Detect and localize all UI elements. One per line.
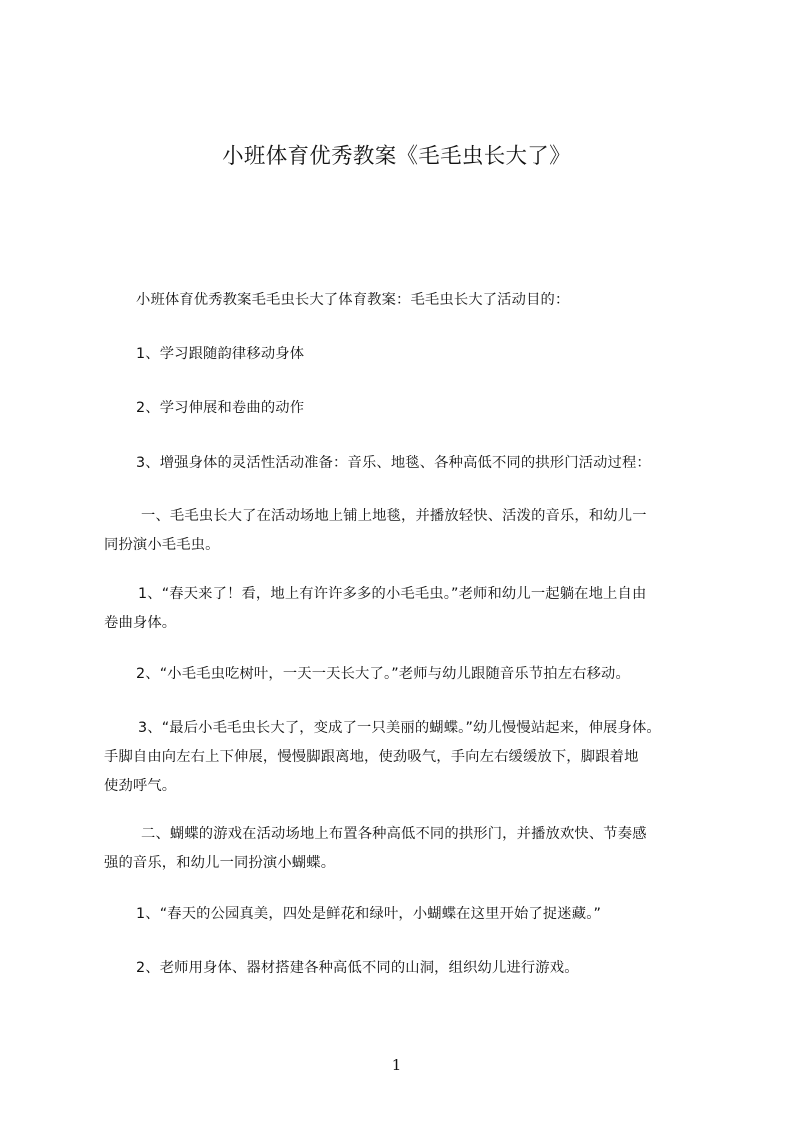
paragraph-goal-2 [104, 394, 724, 423]
paragraph-intro [104, 286, 724, 315]
page-number: 1 [391, 1056, 402, 1074]
paragraph-line: 使劲呼气。 [104, 778, 177, 794]
paragraph-game-step-1 [104, 900, 724, 929]
paragraph-goal-3 [104, 449, 724, 478]
paragraph-line: 3、“最后小毛毛虫长大了，变成了一只美丽的蝴蝶。”幼儿慢慢站起来，伸展身体。 [138, 720, 661, 736]
paragraph-step-1 [104, 580, 724, 638]
paragraph-line: 2、老师用身体、器材搭建各种高低不同的山洞，组织幼儿进行游戏。 [136, 960, 579, 976]
paragraph-line: 3、增强身体的灵活性活动准备：音乐、地毯、各种高低不同的拱形门活动过程： [136, 455, 651, 471]
paragraph-game-step-2 [104, 954, 724, 983]
paragraph-line: 卷曲身体。 [104, 615, 177, 631]
paragraph-line: 手脚自由向左右上下伸展，慢慢脚跟离地，使劲吸气，手向左右缓缓放下，脚跟着地 [104, 749, 639, 765]
paragraph-line: 二、蝴蝶的游戏在活动场地上布置各种高低不同的拱形门，并播放欢快、节奏感 [141, 826, 647, 842]
paragraph-line: 1、“春天的公园真美，四处是鲜花和绿叶，小蝴蝶在这里开始了捉迷藏。” [136, 906, 602, 922]
paragraph-section-two [104, 820, 724, 878]
paragraph-step-2 [104, 660, 724, 689]
paragraph-line: 1、“春天来了！看，地上有许许多多的小毛毛虫。”老师和幼儿一起躺在地上自由 [138, 586, 647, 602]
paragraph-step-3 [104, 714, 724, 801]
paragraph-line: 一、毛毛虫长大了在活动场地上铺上地毯，并播放轻快、活泼的音乐，和幼儿一 [141, 508, 647, 524]
paragraph-goal-1 [104, 340, 724, 369]
paragraph-line: 2、学习伸展和卷曲的动作 [136, 400, 305, 416]
paragraph-line: 小班体育优秀教案毛毛虫长大了体育教案：毛毛虫长大了活动目的： [136, 292, 570, 308]
paragraph-line: 强的音乐，和幼儿一同扮演小蝴蝶。 [104, 855, 336, 871]
paragraph-section-one [104, 502, 724, 560]
paragraph-line: 同扮演小毛毛虫。 [104, 537, 220, 553]
document-title: 小班体育优秀教案《毛毛虫长大了》 [222, 144, 571, 169]
paragraph-line: 1、学习跟随韵律移动身体 [136, 346, 305, 362]
paragraph-line: 2、“小毛毛虫吃树叶，一天一天长大了。”老师与幼儿跟随音乐节拍左右移动。 [136, 666, 630, 682]
